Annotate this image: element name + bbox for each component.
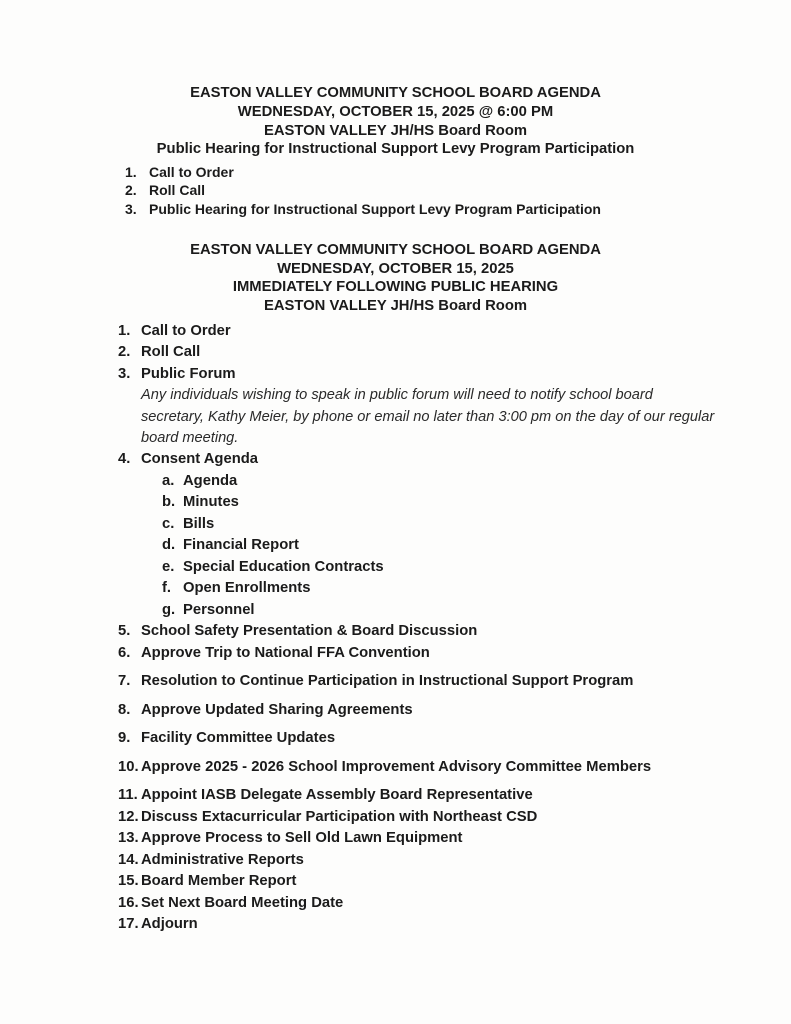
list-item [118, 364, 751, 386]
item-letter: d. [162, 537, 176, 554]
item-label: Financial Report [183, 537, 299, 554]
agenda-subject-line: Public Hearing for Instructional Support Levy Program Participation [156, 141, 635, 158]
sublist-item [162, 535, 751, 557]
item-label: Resolution to Continue Participation in Instructional Support Program [141, 673, 634, 690]
item-letter: f. [162, 580, 172, 597]
list-item [118, 914, 751, 936]
board-meeting-title-block [0, 241, 791, 316]
item-label: Personnel [183, 601, 255, 618]
agenda-title-line: EASTON VALLEY COMMUNITY SCHOOL BOARD AGENDA [190, 85, 601, 101]
item-label: Bills [183, 515, 215, 532]
item-letter: g. [162, 601, 176, 618]
sublist-item [162, 600, 751, 622]
item-label: Approve Updated Sharing Agreements [141, 701, 413, 718]
item-number: 15. [118, 873, 139, 890]
item-label: Administrative Reports [141, 851, 304, 868]
item-number: 11. [118, 787, 138, 804]
item-label: Approve Process to Sell Old Lawn Equipment [141, 830, 463, 847]
list-item [118, 785, 751, 807]
list-item [118, 728, 751, 750]
list-item [118, 871, 751, 893]
sublist-item [162, 514, 751, 536]
item-number: 3. [118, 365, 131, 382]
item-letter: e. [162, 558, 175, 575]
item-label: Roll Call [149, 182, 206, 199]
item-label: Call to Order [149, 164, 234, 181]
agenda-timing-line: IMMEDIATELY FOLLOWING PUBLIC HEARING [232, 279, 559, 296]
list-item [118, 643, 751, 665]
item-label: Open Enrollments [183, 580, 311, 597]
list-item [125, 163, 791, 181]
list-item [118, 893, 751, 915]
public-forum-note: Any individuals wishing to speak in public forum will need to notify school board secretary, Kathy Meier, by phone or email no later than 3:00 pm on the day of our regular board meeting. [141, 387, 715, 447]
item-number: 8. [118, 701, 131, 718]
item-label: School Safety Presentation & Board Discussion [141, 623, 478, 640]
consent-agenda-sublist [162, 471, 751, 622]
list-item [118, 807, 751, 829]
agenda-date-line: WEDNESDAY, OCTOBER 15, 2025 [277, 260, 514, 277]
item-label: Set Next Board Meeting Date [141, 894, 344, 911]
list-item [118, 850, 751, 872]
item-label: Consent Agenda [141, 451, 259, 468]
item-number: 1. [125, 164, 137, 181]
item-label: Agenda [183, 472, 238, 489]
item-number: 7. [118, 673, 131, 690]
item-number: 4. [118, 451, 131, 468]
item-letter: a. [162, 472, 175, 489]
list-item [118, 828, 751, 850]
public-hearing-title-block [0, 84, 791, 159]
list-item [118, 449, 751, 471]
item-label: Approve Trip to National FFA Convention [141, 644, 430, 661]
item-number: 9. [118, 730, 131, 747]
item-number: 17. [118, 916, 139, 933]
sublist-item [162, 557, 751, 579]
item-label: Public Hearing for Instructional Support Levy Program Participation [149, 200, 601, 217]
agenda-location-line: EASTON VALLEY JH/HS Board Room [263, 298, 528, 315]
item-label: Special Education Contracts [183, 558, 384, 575]
list-item [125, 181, 791, 199]
item-number: 5. [118, 623, 131, 640]
item-label: Minutes [183, 494, 239, 511]
sublist-item [162, 578, 751, 600]
item-number: 12. [118, 808, 139, 825]
list-item [118, 671, 751, 693]
sublist-item [162, 492, 751, 514]
item-label: Adjourn [141, 916, 198, 933]
item-number: 13. [118, 830, 139, 847]
item-label: Board Member Report [141, 873, 297, 890]
item-number: 1. [118, 322, 131, 339]
item-number: 2. [118, 344, 131, 361]
item-number: 2. [125, 182, 137, 199]
sublist-item [162, 471, 751, 493]
item-number: 10. [118, 758, 139, 775]
item-letter: b. [162, 494, 176, 511]
list-item [118, 700, 751, 722]
list-item [118, 321, 751, 343]
agenda-title-line: EASTON VALLEY COMMUNITY SCHOOL BOARD AGENDA [190, 241, 601, 258]
item-letter: c. [162, 515, 175, 532]
list-item [118, 621, 751, 643]
item-label: Call to Order [141, 322, 231, 339]
item-number: 14. [118, 851, 139, 868]
item-label: Public Forum [141, 365, 236, 382]
list-item [118, 342, 751, 364]
item-number: 6. [118, 644, 131, 661]
item-label: Approve 2025 - 2026 School Improvement Advisory Committee Members [141, 758, 652, 775]
item-label: Facility Committee Updates [141, 730, 336, 747]
agenda-datetime-line: WEDNESDAY, OCTOBER 15, 2025 @ 6:00 PM [237, 103, 554, 120]
agenda-location-line: EASTON VALLEY JH/HS Board Room [263, 122, 528, 139]
list-item [125, 200, 791, 218]
item-number: 3. [125, 200, 137, 217]
item-label: Appoint IASB Delegate Assembly Board Representative [141, 787, 533, 804]
public-hearing-agenda-list [125, 163, 791, 218]
list-item [118, 757, 751, 779]
item-label: Discuss Extacurricular Participation with Northeast CSD [141, 808, 538, 825]
item-number: 16. [118, 894, 139, 911]
item-label: Roll Call [141, 344, 201, 361]
board-meeting-agenda-list [118, 321, 751, 936]
